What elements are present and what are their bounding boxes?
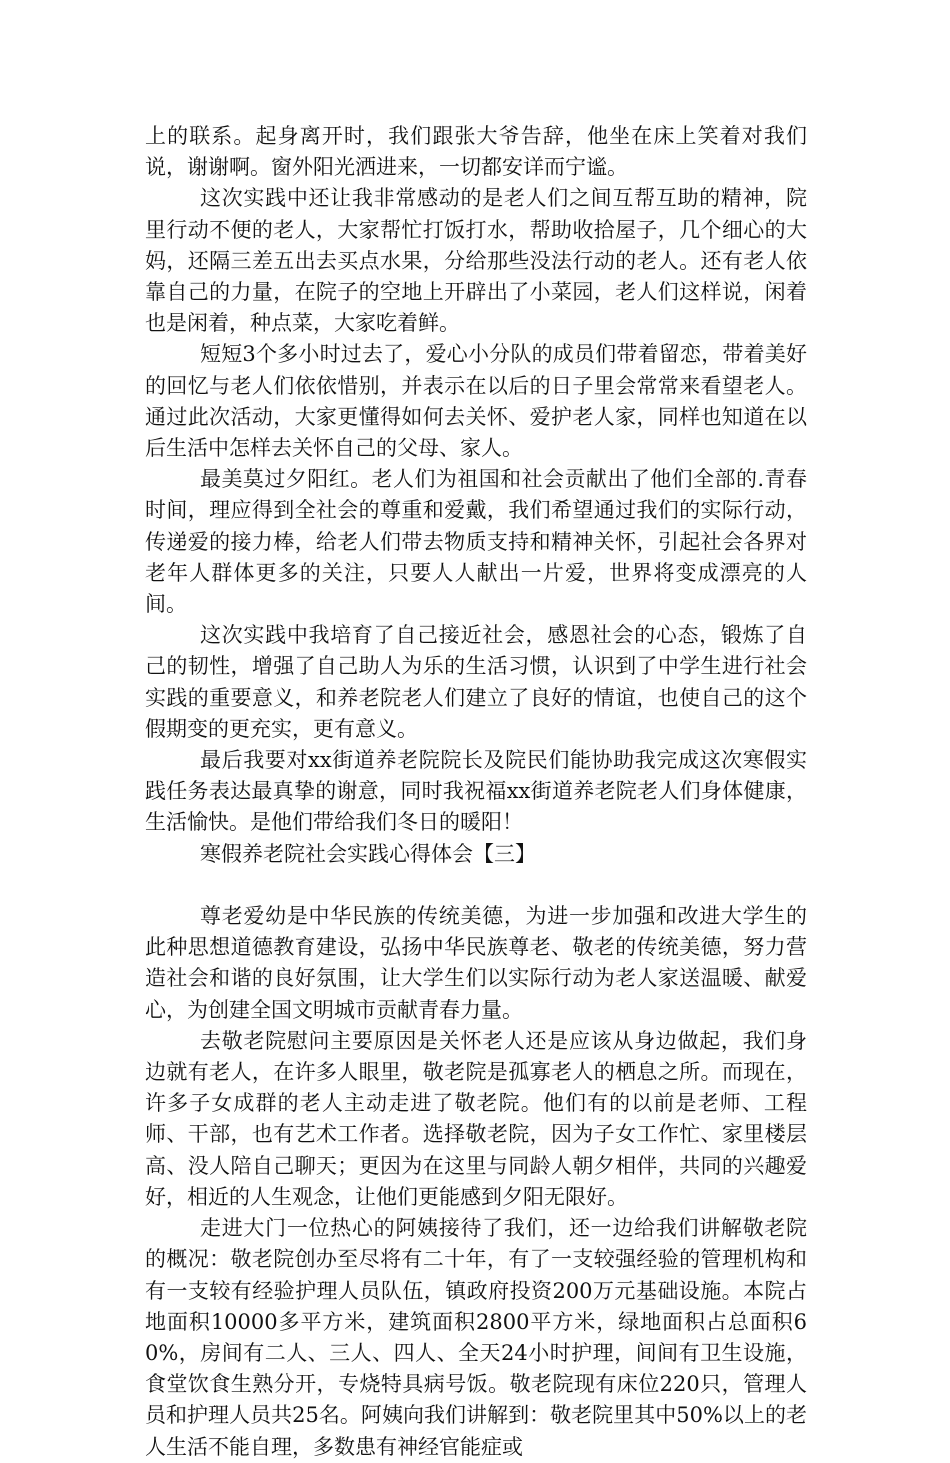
- paragraph-mutual-help: 这次实践中还让我非常感动的是老人们之间互帮互助的精神，院里行动不便的老人，大家帮忙打饭打水，帮助收拾屋子，几个细心的大妈，还隔三差五出去买点水果，分给那些没法行动的老人。还有老人依靠自己的力量，在院子的空地上开辟出了小菜园，老人们这样说，闲着也是闲着，种点菜，大家吃着鲜。: [145, 186, 807, 336]
- paragraph-farewell: 短短3个多小时过去了，爱心小分队的成员们带着留恋，带着美好的回忆与老人们依依惜别，并表示在以后的日子里会常常来看望老人。通过此次活动，大家更懂得如何去关怀、爱护老人家，同样也知道在以后生活中怎样去关怀自己的父母、家人。: [145, 342, 807, 461]
- section-heading: 寒假养老院社会实践心得体会【三】: [200, 841, 536, 866]
- paragraph-growth: 这次实践中我培育了自己接近社会，感恩社会的心态，锻炼了自己的韧性，增强了自己助人为乐的生活习惯，认识到了中学生进行社会实践的重要意义，和养老院老人们建立了良好的情谊，也使自己的这个假期变的更充实，更有意义。: [145, 623, 807, 741]
- paragraph-visit-reason: 去敬老院慰问主要原因是关怀老人还是应该从身边做起，我们身边就有老人，在许多人眼里，敬老院是孤寡老人的栖息之所。而现在，许多子女成群的老人主动走进了敬老院。他们有的以前是老师、工程师、干部，也有艺术工作者。选择敬老院，因为子女工作忙、家里楼层高、没人陪自己聊天；更因为在这里与同龄人朝夕相伴，共同的兴趣爱好，相近的人生观念，让他们更能感到夕阳无限好。: [145, 1028, 807, 1209]
- paragraph-continuation: 上的联系。起身离开时，我们跟张大爷告辞，他坐在床上笑着对我们说，谢谢啊。窗外阳光洒进来，一切都安详而宁谧。: [145, 124, 807, 180]
- paragraph-respect-elders: 尊老爱幼是中华民族的传统美德，为进一步加强和改进大学生的此种思想道德教育建设，弘扬中华民族尊老、敬老的传统美德，努力营造社会和谐的良好氛围，让大学生们以实际行动为老人家送温暖、献爱心，为创建全国文明城市贡献青春力量。: [145, 904, 807, 1022]
- blank-line: [145, 870, 807, 901]
- document-body: [145, 121, 807, 1463]
- paragraph-overview: 走进大门一位热心的阿姨接待了我们，还一边给我们讲解敬老院的概况：敬老院创办至尽将有二十年，有了一支较强经验的管理机构和有一支较有经验护理人员队伍，镇政府投资200万元基础设施。本院占地面积10000多平方米，建筑面积2800平方米，绿地面积占总面积60%，房间有二人、三人、四人、全天24小时护理，间间有卫生设施，食堂饮食生熟分开，专烧特具病号饭。敬老院现有床位220只，管理人员和护理人员共25名。阿姨向我们讲解到：敬老院里其中50%以上的老人生活不能自理，多数患有神经官能症或: [145, 1216, 807, 1459]
- paragraph-sunset: 最美莫过夕阳红。老人们为祖国和社会贡献出了他们全部的.青春时间，理应得到全社会的尊重和爱戴，我们希望通过我们的实际行动，传递爱的接力棒，给老人们带去物质支持和精神关怀，引起社会各界对老年人群体更多的关注，只要人人献出一片爱，世界将变成漂亮的人间。: [145, 467, 807, 617]
- paragraph-thanks: 最后我要对xx街道养老院院长及院民们能协助我完成这次寒假实践任务表达最真挚的谢意，同时我祝福xx街道养老院老人们身体健康，生活愉快。是他们带给我们冬日的暖阳！: [145, 748, 807, 835]
